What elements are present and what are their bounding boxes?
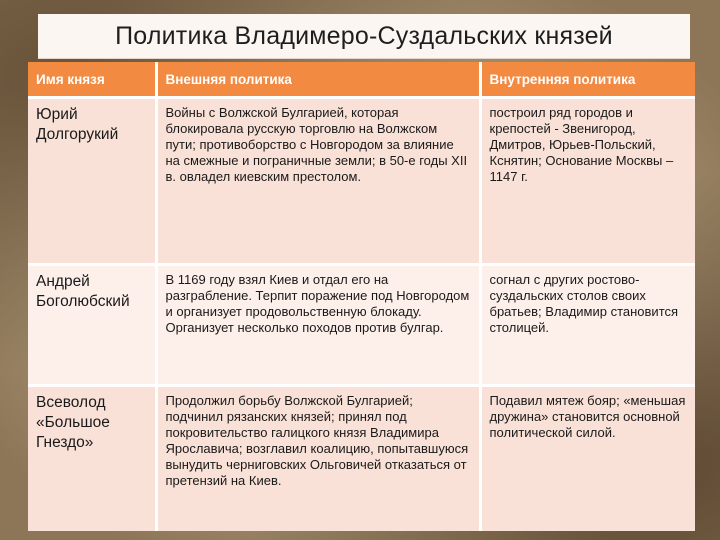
table-row (28, 98, 695, 265)
domestic-policy-cell: согнал с других ростово-суздальских столов своих братьев; Владимир становится столицей. (480, 265, 695, 386)
page-title: Политика Владимеро-Суздальских князей (115, 21, 613, 50)
domestic-policy-cell: построил ряд городов и крепостей - Звенигород, Дмитров, Юрьев-Польский, Кснятин; Основание Москвы – 1147 г. (480, 98, 695, 265)
table-row (28, 265, 695, 386)
prince-name-cell: Юрий Долгорукий (28, 98, 156, 265)
header-prince-name: Имя князя (28, 62, 156, 98)
title-bar (38, 14, 690, 59)
table-row (28, 386, 695, 532)
domestic-policy-cell: Подавил мятеж бояр; «меньшая дружина» становится основной политической силой. (480, 386, 695, 532)
foreign-policy-cell: Войны с Волжской Булгарией, которая блокировала русскую торговлю на Волжском пути; противоборство с Новгородом за влияние на смежные и пограничные земли; в 50-е годы XII в. овладел киевским престолом. (156, 98, 480, 265)
foreign-policy-cell: В 1169 году взял Киев и отдал его на разграбление. Терпит поражение под Новгородом и организует продовольственную блокаду. Организует несколько походов против булгар. (156, 265, 480, 386)
table-header-row (28, 62, 695, 98)
header-domestic-policy: Внутренняя политика (480, 62, 695, 98)
prince-name-cell: Андрей Боголюбский (28, 265, 156, 386)
foreign-policy-cell: Продолжил борьбу Волжской Булгарией; подчинил рязанских князей; принял под покровительство галицкого князя Владимира Ярославича; возглавил коалицию, попытавшуюся вынудить черниговских Ольговичей отказаться от претензий на Киев. (156, 386, 480, 532)
header-foreign-policy: Внешняя политика (156, 62, 480, 98)
prince-name-cell: Всеволод «Большое Гнездо» (28, 386, 156, 532)
policy-table (28, 62, 695, 531)
